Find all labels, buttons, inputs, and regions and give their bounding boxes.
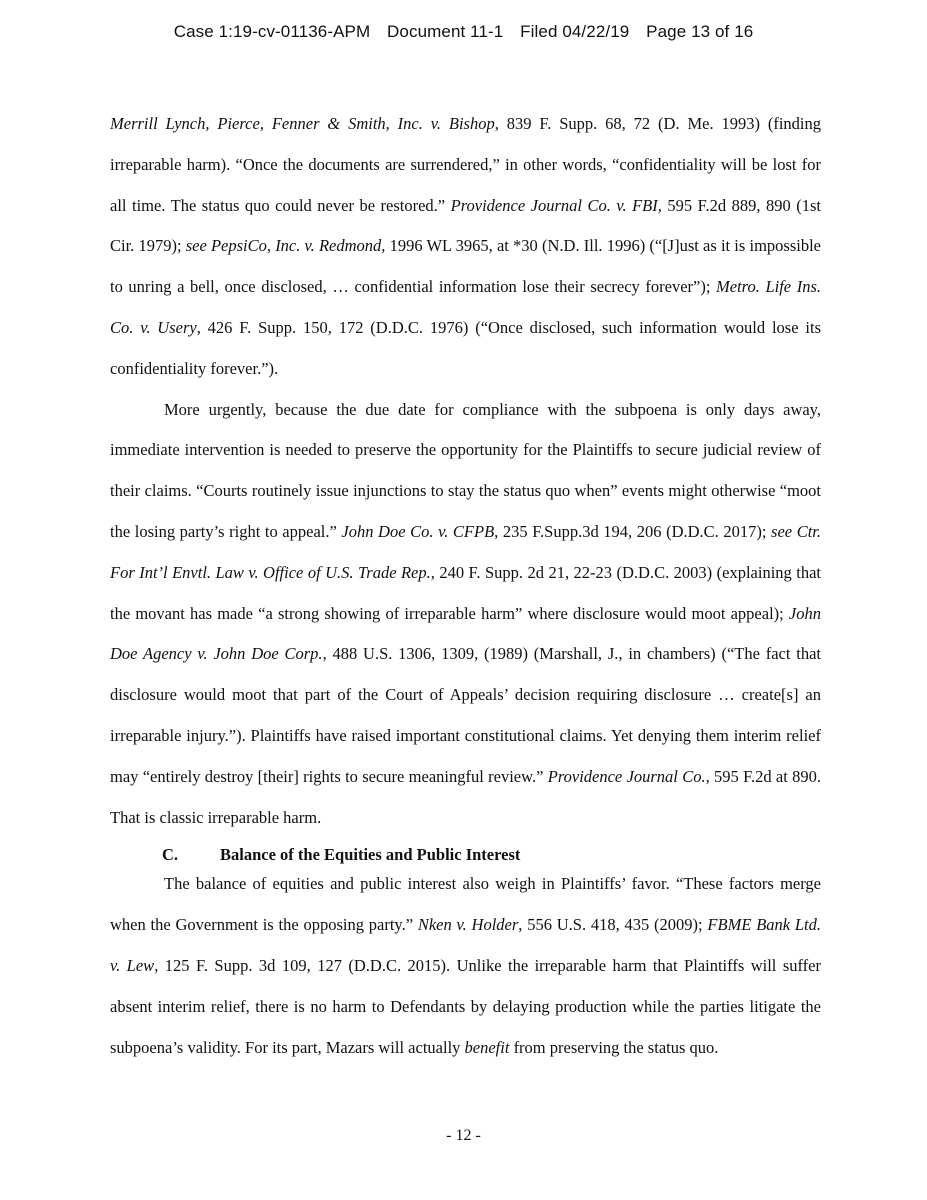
document-number: Document 11-1: [387, 22, 504, 41]
paragraph-2: [110, 390, 821, 839]
filed-date: Filed 04/22/19: [520, 22, 630, 41]
paragraph-1: [110, 104, 821, 390]
page-number: - 12 -: [446, 1127, 481, 1144]
text-run: More urgently, because the due date for compliance with the subpoena is only days away, immediate intervention is needed to preserve the opportunity for the Plaintiffs to secure judicial review of their claims. “Courts routinely issue injunctions to stay the status quo when” events might otherwise “moot the losing party’s right to appeal.”: [110, 399, 821, 541]
citation: Metro. Life Ins. Co. v. Usery: [110, 277, 821, 337]
citation: see Ctr. For Int’l Envtl. Law v. Office of U.S. Trade Rep.: [110, 521, 822, 582]
citation: Nken v. Holder: [417, 915, 519, 935]
section-title: Balance of the Equities and Public Interest: [220, 845, 521, 865]
case-header: [0, 22, 927, 42]
citation: Merrill Lynch, Pierce, Fenner & Smith, Inc. v. Bishop: [110, 114, 495, 133]
text-run: , 488 U.S. 1306, 1309, (1989) (Marshall, J., in chambers) (“The fact that disclosure would moot that part of the Court of Appeals’ decision requiring disclosure … create[s] an irreparable injury.”). Plaintiffs have raised important constitutional claims. Yet denying them interim relief may “entirely destroy [their] rights to secure meaningful review.”: [110, 644, 821, 786]
text-run: , 839 F. Supp. 68, 72 (D. Me. 1993) (finding irreparable harm). “Once the documents are surrendered,” in other words, “confidentiality will be lost for all time. The status quo could never be restored.”: [110, 114, 821, 215]
citation: Providence Journal Co.: [547, 766, 706, 786]
case-number: Case 1:19-cv-01136-APM: [173, 22, 371, 41]
text-run: , 125 F. Supp. 3d 109, 127 (D.D.C. 2015). Unlike the irreparable harm that Plaintiffs will suffer absent interim relief, there is no harm to Defendants by delaying production while the parties litigate the subpoena’s validity. For its part, Mazars will actually: [110, 955, 821, 1057]
text-run: , 595 F.2d 889, 890 (1st Cir. 1979);: [110, 195, 821, 256]
citation: FBME Bank Ltd. v. Lew: [110, 915, 822, 975]
citation: John Doe Agency v. John Doe Corp.: [110, 603, 821, 664]
emphasis: benefit: [464, 1037, 510, 1057]
citation: Providence Journal Co. v. FBI: [450, 195, 658, 215]
citation: see PepsiCo, Inc. v. Redmond,: [185, 236, 386, 256]
paragraph-3: [110, 864, 821, 1068]
text-run: from preserving the status quo.: [509, 1037, 719, 1057]
page-count: Page 13 of 16: [646, 22, 754, 41]
text-run: , 595 F.2d at 890. That is classic irreparable harm.: [110, 766, 821, 827]
text-run: , 235 F.Supp.3d 194, 206 (D.D.C. 2017);: [494, 521, 772, 541]
text-run: , 426 F. Supp. 150, 172 (D.D.C. 1976) (“Once disclosed, such information would lose its confidentiality forever.”).: [110, 317, 821, 378]
text-run: The balance of equities and public interest also weigh in Plaintiffs’ favor. “These factors merge when the Government is the opposing party.”: [110, 874, 821, 935]
citation: John Doe Co. v. CFPB: [341, 521, 495, 541]
text-run: 1996 WL 3965, at *30 (N.D. Ill. 1996) (“[J]ust as it is impossible to unring a bell, once disclosed, … confidential information lose their secrecy forever”);: [110, 236, 821, 297]
document-body: [110, 104, 821, 1068]
text-run: , 240 F. Supp. 2d 21, 22-23 (D.D.C. 2003) (explaining that the movant has made “a strong showing of irreparable harm” where disclosure would moot appeal);: [110, 562, 821, 623]
text-run: , 556 U.S. 418, 435 (2009);: [518, 915, 708, 935]
section-number: C.: [162, 845, 179, 865]
